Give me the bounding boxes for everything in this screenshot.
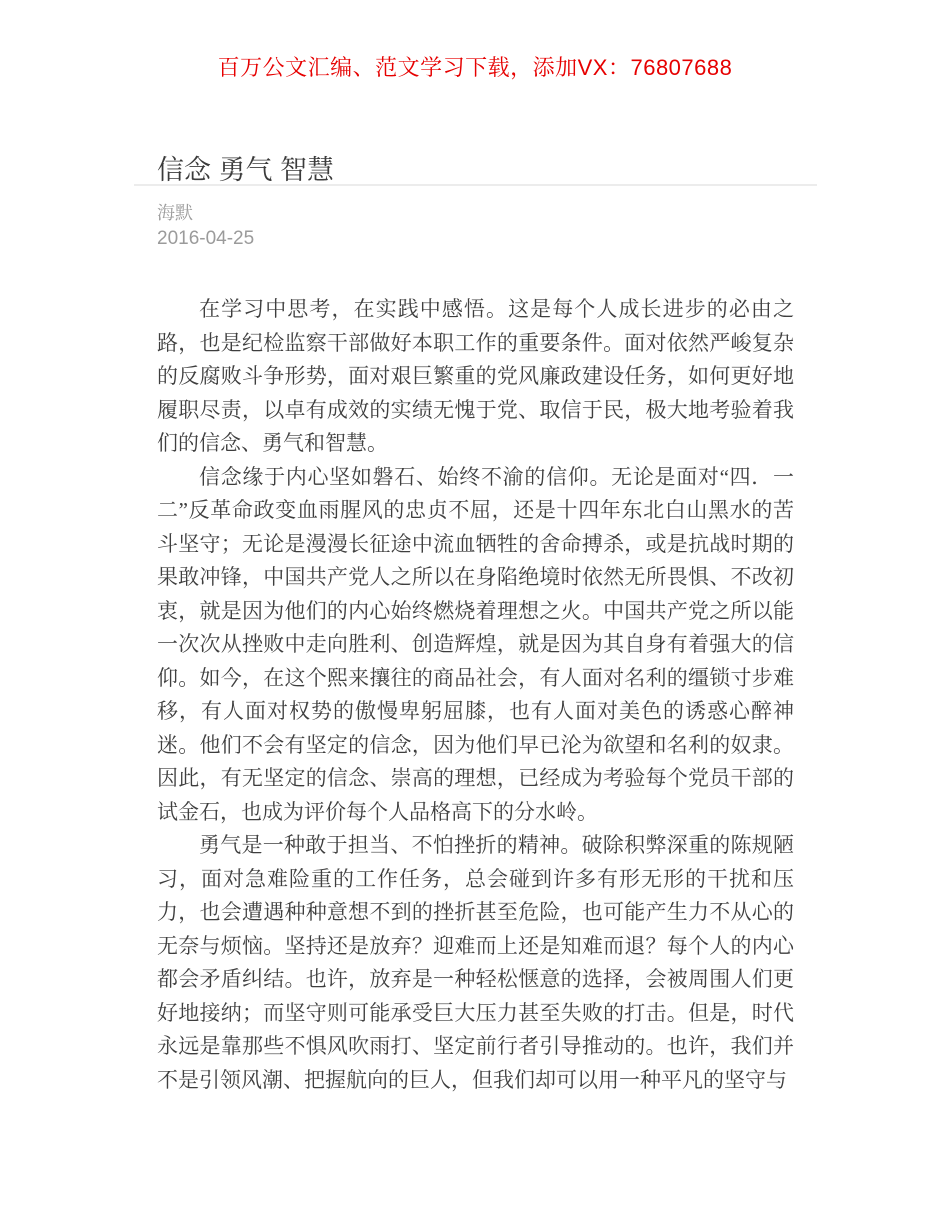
- promo-banner-text: 百万公文汇编、范文学习下载，添加VX：76807688: [217, 55, 733, 80]
- article-author: 海默: [157, 203, 193, 223]
- article-paragraph: 信念缘于内心坚如磐石、始终不渝的信仰。无论是面对“四．一二”反革命政变血雨腥风的忠贞不屈，还是十四年东北白山黑水的苦斗坚守；无论是漫漫长征途中流血牺牲的舍命搏杀，或是抗战时期的果敢冲锋，中国共产党人之所以在身陷绝境时依然无所畏惧、不改初衷，就是因为他们的内心始终燃烧着理想之火。中国共产党之所以能一次次从挫败中走向胜利、创造辉煌，就是因为其自身有着强大的信仰。如今，在这个熙来攘往的商品社会，有人面对名利的缰锁寸步难移，有人面对权势的傲慢卑躬屈膝，也有人面对美色的诱惑心醉神迷。他们不会有坚定的信念，因为他们早已沦为欲望和名利的奴隶。因此，有无坚定的信念、崇高的理想，已经成为考验每个党员干部的试金石，也成为评价每个人品格高下的分水岭。: [157, 464, 794, 824]
- article-paragraph: 勇气是一种敢于担当、不怕挫折的精神。破除积弊深重的陈规陋习，面对急难险重的工作任务，总会碰到许多有形无形的干扰和压力，也会遭遇种种意想不到的挫折甚至危险，也可能产生力不从心的无奈与烦恼。坚持还是放弃？迎难而上还是知难而退？每个人的内心都会矛盾纠结。也许，放弃是一种轻松惬意的选择，会被周围人们更好地接纳；而坚守则可能承受巨大压力甚至失败的打击。但是，时代永远是靠那些不惧风吹雨打、坚定前行者引导推动的。也许，我们并不是引领风潮、把握航向的巨人，但我们却可以用一种平凡的坚守与: [157, 833, 794, 1092]
- article-meta: [157, 201, 254, 251]
- article-body: [157, 293, 794, 1097]
- article-paragraph: 在学习中思考，在实践中感悟。这是每个人成长进步的必由之路，也是纪检监察干部做好本职工作的重要条件。面对依然严峻复杂的反腐败斗争形势，面对艰巨繁重的党风廉政建设任务，如何更好地履职尽责，以卓有成效的实绩无愧于党、取信于民，极大地考验着我们的信念、勇气和智慧。: [157, 297, 794, 455]
- article-date: 2016-04-25: [157, 228, 255, 249]
- title-divider: [134, 184, 817, 186]
- article-title: 信念 勇气 智慧: [157, 155, 335, 186]
